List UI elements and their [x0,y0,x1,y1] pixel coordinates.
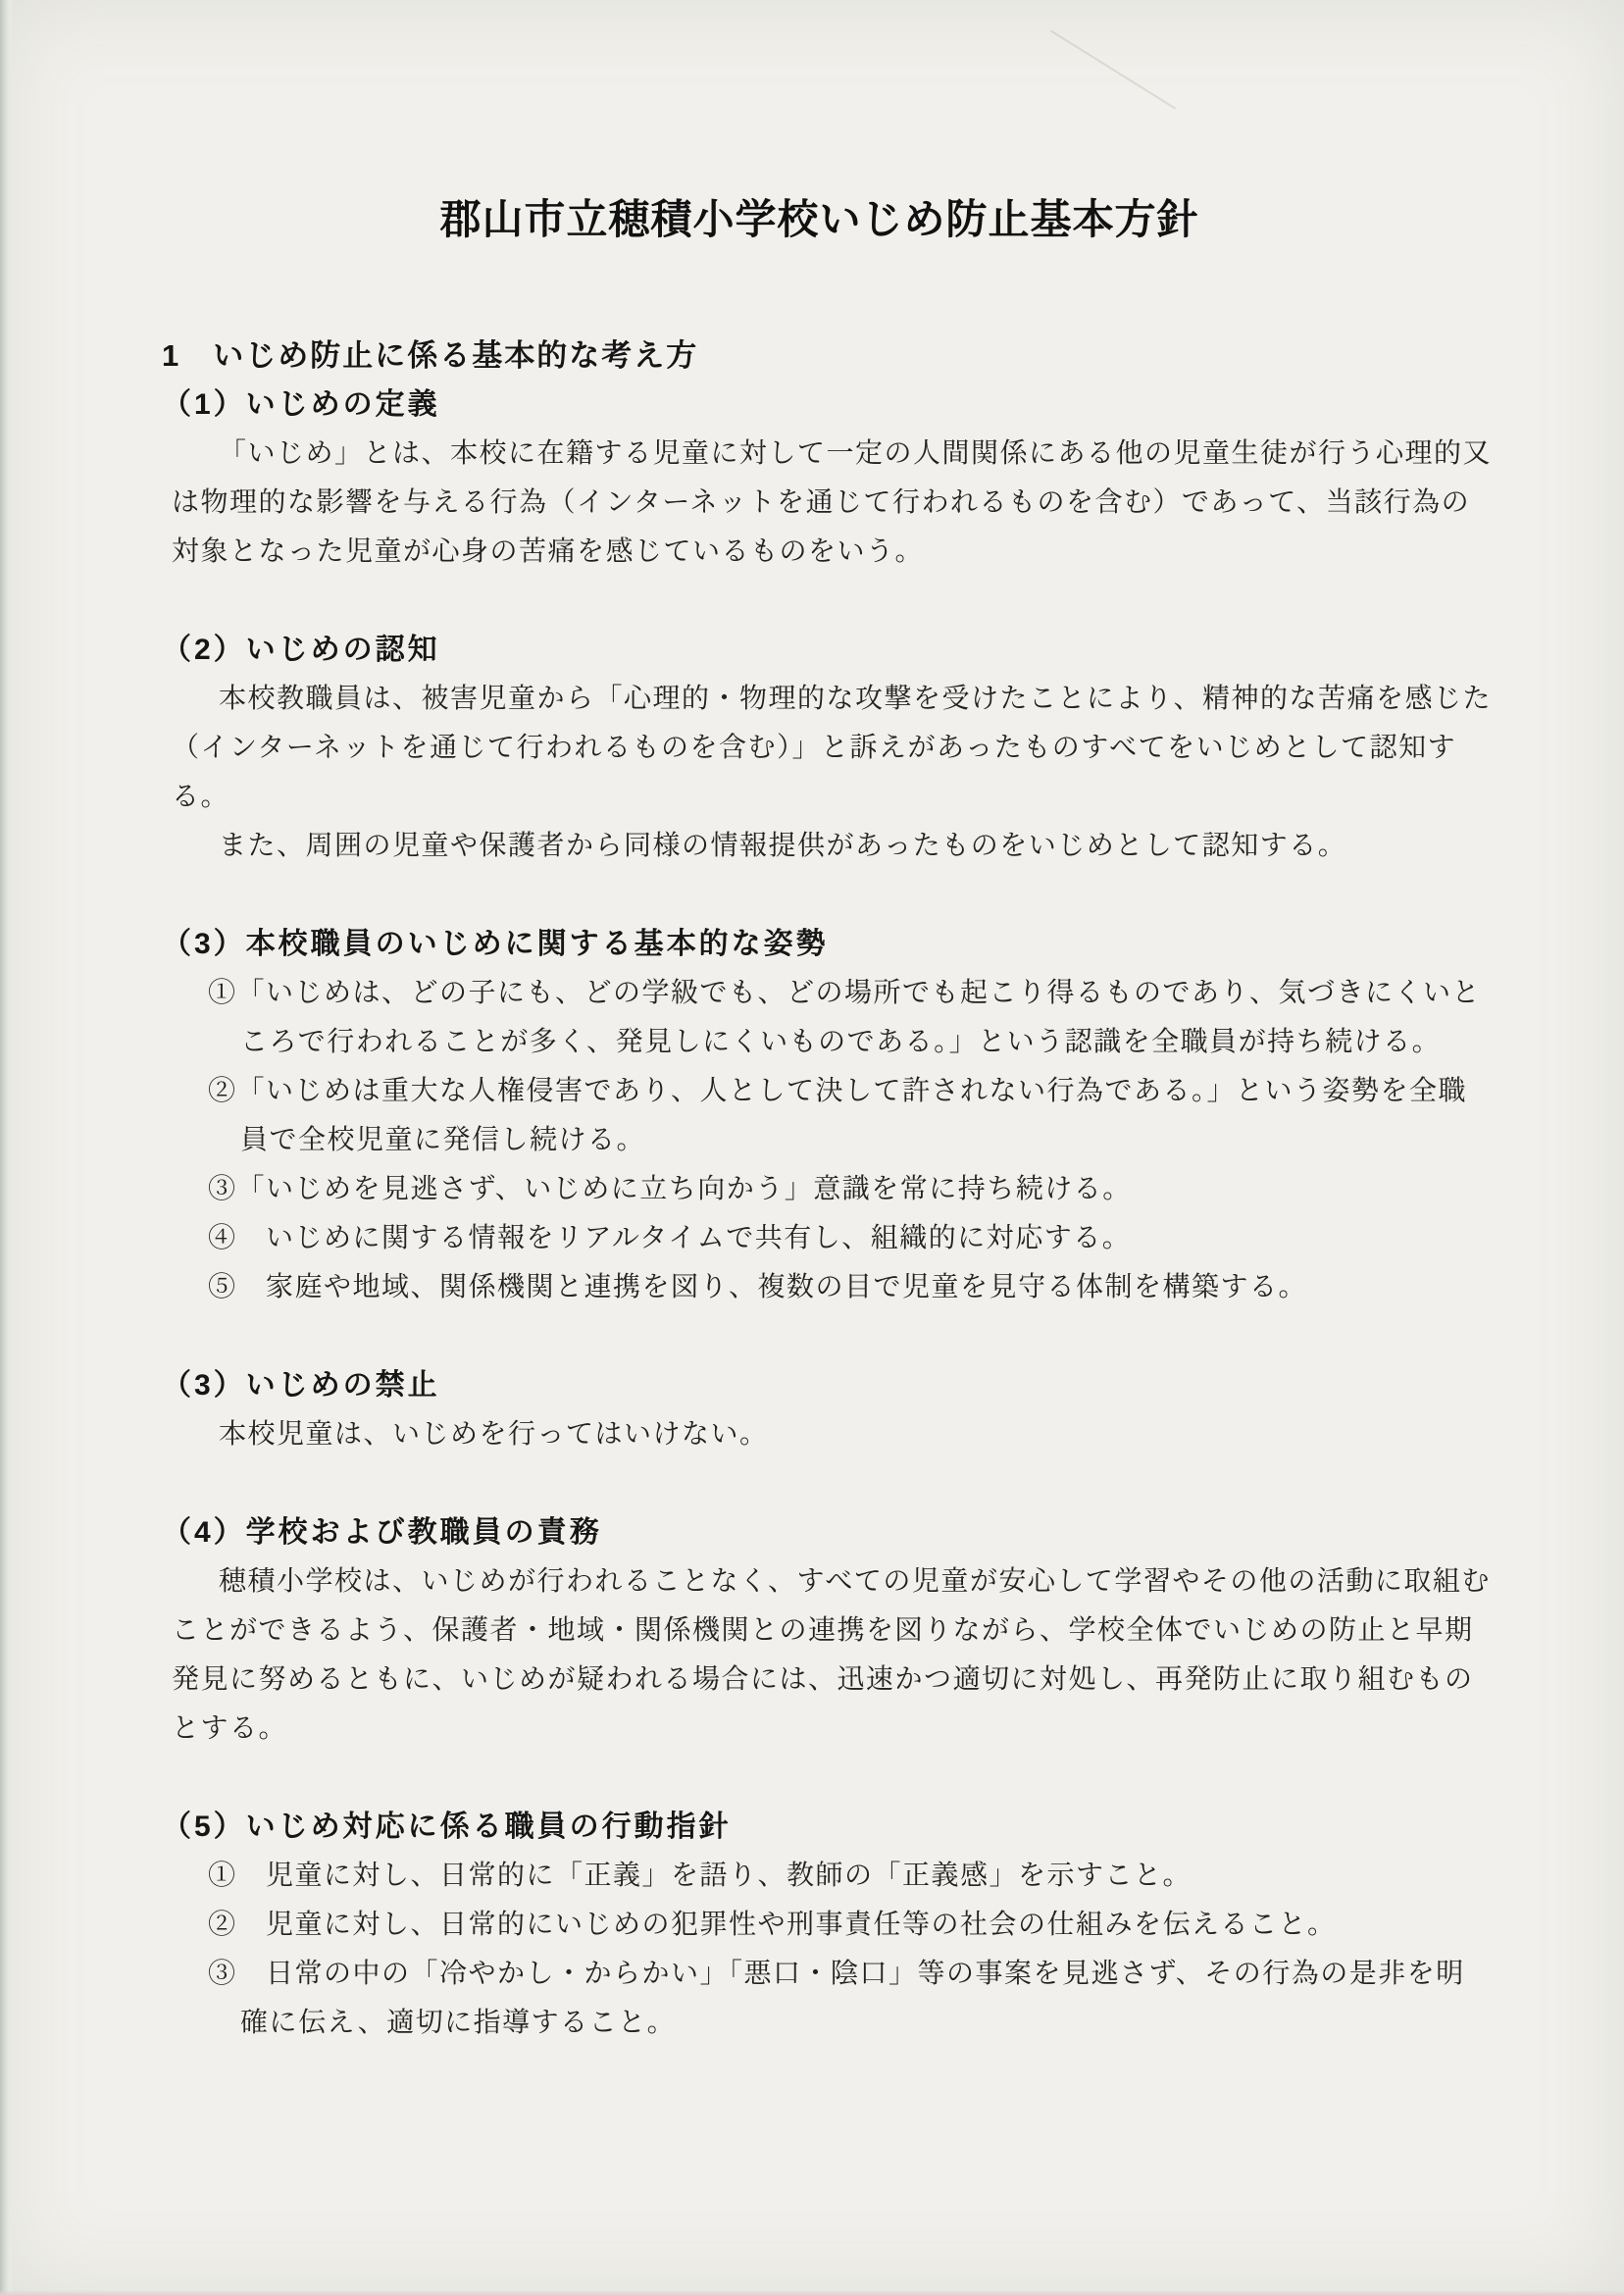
list-item-line: ① 児童に対し、日常的に「正義」を語り、教師の「正義感」を示すこと。 [208,1861,1193,1891]
document-title: 郡山市立穂積小学校いじめ防止基本方針 [439,196,1199,242]
text-line: 発見に努めるともに、いじめが疑われる場合には、迅速かつ適切に対処し、再発防止に取り組むもの [172,1664,1474,1695]
text-line: 本校教職員は、被害児童から「心理的・物理的な攻撃を受けたことにより、精神的な苦痛を感じた [219,684,1493,714]
list-item-line: ②「いじめは重大な人権侵害であり、人として決して許されない行為である。」という姿勢を全職 [208,1076,1468,1106]
list-item-line: ③ 日常の中の「冷やかし・からかい」「悪口・陰口」等の事案を見逃さず、その行為の是非を明 [208,1959,1465,1989]
section-label: （5）いじめ対応に係る職員の行動指針 [162,1810,732,1843]
section-kihonteki-shisei [162,920,1482,1312]
section-label: （3）本校職員のいじめに関する基本的な姿勢 [162,928,829,960]
section-label: （2）いじめの認知 [162,634,440,666]
text-line: 対象となった児童が心身の苦痛を感じているものをいう。 [172,536,925,567]
section-label: （1）いじめの定義 [162,388,440,421]
list-item-line: ころで行われることが多く、発見しにくいものである。」という認識を全職員が持ち続ける。 [240,1027,1442,1057]
section-ijime-teigi [162,381,1493,577]
text-line: 本校児童は、いじめを行ってはいけない。 [219,1419,769,1450]
text-line: （インターネットを通じて行われるものを含む）」と訴えがあったものすべてをいじめとして認知す [172,733,1457,763]
list-item-line: ② 児童に対し、日常的にいじめの犯罪性や刑事責任等の社会の仕組みを伝えること。 [208,1910,1337,1940]
section-gakkou-sekimu [162,1508,1491,1754]
list-item-line: ①「いじめは、どの子にも、どの学級でも、どの場所でも起こり得るものであり、気づきにくいと [208,978,1482,1008]
list-item-line: ⑤ 家庭や地域、関係機関と連携を図り、複数の目で児童を見守る体制を構築する。 [208,1272,1308,1302]
list-item-line: 員で全校児童に発信し続ける。 [240,1125,646,1155]
text-line: ことができるよう、保護者・地域・関係機関との連携を図りながら、学校全体でいじめの防止と早期 [172,1615,1474,1646]
text-line: 穂積小学校は、いじめが行われることなく、すべての児童が安心して学習やその他の活動に取組む [219,1566,1491,1597]
list-item-line: 確に伝え、適切に指導すること。 [240,2008,677,2038]
text-line: る。 [172,782,230,812]
scan-bottom-edge [0,2290,1624,2295]
list-item-line: ③「いじめを見逃さず、いじめに立ち向かう」意識を常に持ち続ける。 [208,1174,1132,1204]
section-koudou-shishin [162,1803,1477,2048]
section-ijime-kinshi [162,1361,1477,1459]
section-label: （3）いじめの禁止 [162,1369,440,1402]
text-line: とする。 [172,1713,288,1744]
chapter-heading: 1 いじめ防止に係る基本的な考え方 [162,338,699,373]
text-line: また、周囲の児童や保護者から同様の情報提供があったものをいじめとして認知する。 [219,831,1347,861]
text-line: は物理的な影響を与える行為（インターネットを通じて行われるものを含む）であって、当該行為の [172,487,1471,518]
list-item-line: ④ いじめに関する情報をリアルタイムで共有し、組織的に対応する。 [208,1223,1132,1253]
section-ijime-ninchi [162,626,1493,871]
text-line: 「いじめ」とは、本校に在籍する児童に対して一定の人間関係にある他の児童生徒が行う心理的又 [219,438,1493,469]
section-label: （4）学校および教職員の責務 [162,1516,602,1549]
